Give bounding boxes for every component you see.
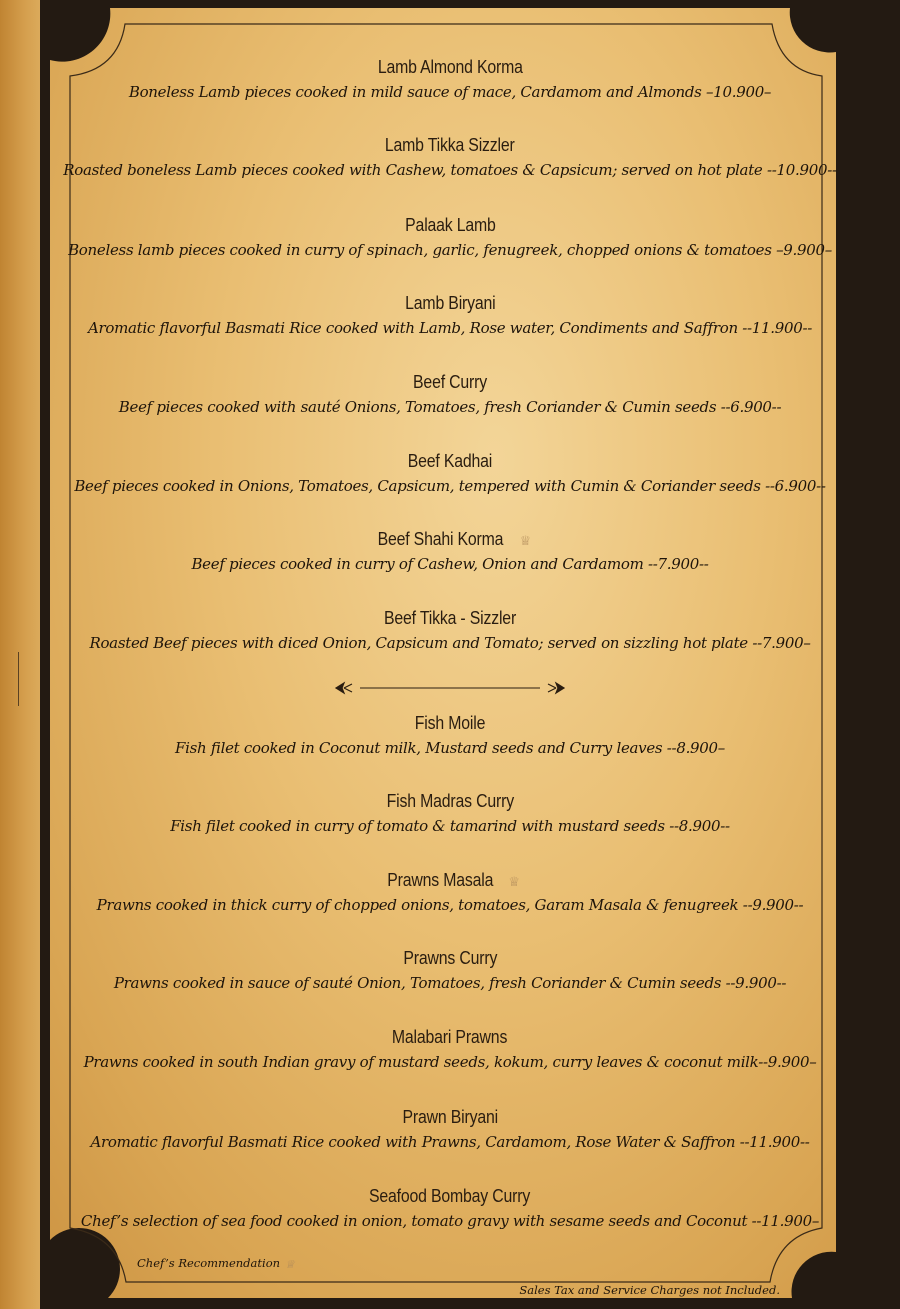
- menu-item: [60, 711, 840, 761]
- dish-name: Lamb Almond Korma: [377, 57, 523, 77]
- dish-name: Beef Tikka - Sizzler: [383, 608, 517, 628]
- dish-name: Fish Madras Curry: [386, 791, 514, 811]
- side-tick-mark: [18, 652, 19, 706]
- dish-description: Prawns cooked in south Indian gravy of mustard seeds, kokum, curry leaves & coconut milk--9.900–: [83, 1053, 817, 1071]
- chef-recommendation-note: [137, 1256, 295, 1271]
- dish-name: Palaak Lamb: [404, 215, 496, 235]
- menu-item: [60, 370, 840, 420]
- dish-name: Lamb Biryani: [404, 293, 496, 313]
- menu-item: [60, 789, 840, 839]
- tax-note: Sales Tax and Service Charges not Included.: [519, 1283, 780, 1297]
- menu-item: [60, 868, 840, 918]
- chef-hat-icon: ♕: [508, 874, 521, 890]
- menu-item: [60, 1105, 840, 1155]
- menu-item: [60, 213, 840, 263]
- dish-description: Chef’s selection of sea food cooked in onion, tomato gravy with sesame seeds and Coconut --11.900–: [80, 1212, 820, 1230]
- dish-name: Prawns Masala: [387, 870, 494, 890]
- dish-description: Fish filet cooked in Coconut milk, Mustard seeds and Curry leaves --8.900–: [175, 739, 725, 757]
- dish-name: Seafood Bombay Curry: [369, 1186, 531, 1206]
- dish-name: Prawns Curry: [403, 948, 497, 968]
- dish-name: Beef Kadhai: [407, 451, 493, 471]
- menu-item: [60, 527, 840, 577]
- menu-item: [60, 1025, 840, 1075]
- menu-item: [60, 946, 840, 996]
- dish-name: Prawn Biryani: [402, 1107, 498, 1127]
- dish-description: Prawns cooked in thick curry of chopped onions, tomatoes, Garam Masala & fenugreek --9.900--: [96, 896, 804, 914]
- menu-item: [60, 291, 840, 341]
- chef-note-label: Chef’s Recommendation: [137, 1256, 281, 1270]
- dish-description: Roasted Beef pieces with diced Onion, Capsicum and Tomato; served on sizzling hot plate --7.900–: [89, 634, 811, 652]
- menu-item: [60, 606, 840, 656]
- menu-item: [60, 449, 840, 499]
- dish-name: Beef Shahi Korma: [377, 529, 504, 549]
- dish-description: Beef pieces cooked in curry of Cashew, Onion and Cardamom --7.900--: [191, 555, 709, 573]
- menu-item: [60, 55, 840, 105]
- chef-hat-icon: ♕: [285, 1257, 295, 1271]
- section-divider: [330, 676, 570, 700]
- menu-item: [60, 1184, 840, 1234]
- menu-item: [60, 133, 840, 183]
- dish-name: Beef Curry: [413, 372, 487, 392]
- chef-hat-icon: ♕: [519, 533, 532, 549]
- dish-description: Aromatic flavorful Basmati Rice cooked with Lamb, Rose water, Condiments and Saffron --11.900--: [87, 319, 813, 337]
- dish-description: Boneless Lamb pieces cooked in mild sauce of mace, Cardamom and Almonds –10.900–: [128, 83, 772, 101]
- dish-name: Fish Moile: [414, 713, 486, 733]
- dish-description: Aromatic flavorful Basmati Rice cooked with Prawns, Cardamom, Rose Water & Saffron --11.900--: [90, 1133, 810, 1151]
- dish-description: Prawns cooked in sauce of sauté Onion, Tomatoes, fresh Coriander & Cumin seeds --9.900--: [113, 974, 787, 992]
- dish-description: Roasted boneless Lamb pieces cooked with Cashew, tomatoes & Capsicum; served on hot plate --10.900--: [63, 161, 837, 179]
- dish-description: Boneless lamb pieces cooked in curry of spinach, garlic, fenugreek, chopped onions & tomatoes –9.900–: [68, 241, 832, 259]
- dish-description: Fish filet cooked in curry of tomato & tamarind with mustard seeds --8.900--: [170, 817, 730, 835]
- dish-description: Beef pieces cooked with sauté Onions, Tomatoes, fresh Coriander & Cumin seeds --6.900--: [118, 398, 782, 416]
- dish-name: Lamb Tikka Sizzler: [385, 135, 515, 155]
- dish-name: Malabari Prawns: [392, 1027, 508, 1047]
- dish-description: Beef pieces cooked in Onions, Tomatoes, Capsicum, tempered with Cumin & Coriander seeds --6.900--: [74, 477, 826, 495]
